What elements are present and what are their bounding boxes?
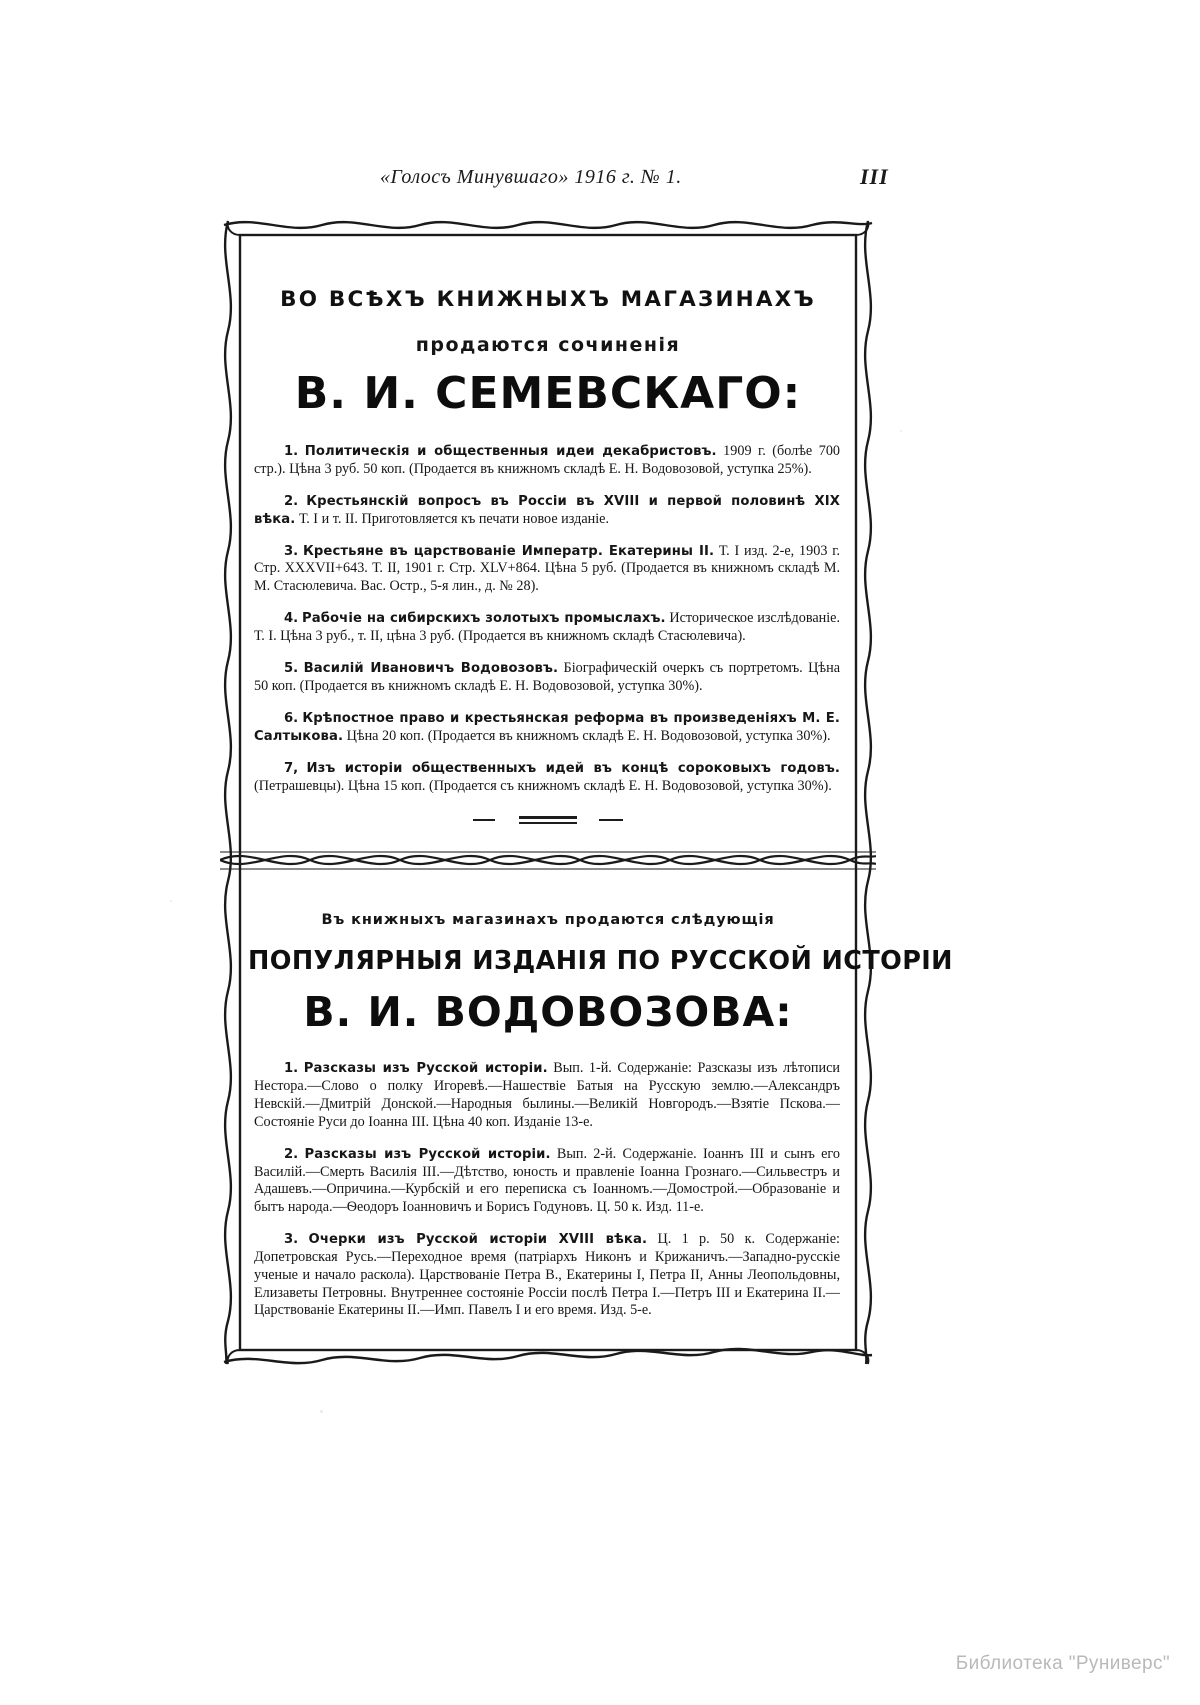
ad1-author: В. И. СЕМЕВСКАГО: [294, 368, 802, 419]
ad2-line2: ПОПУЛЯРНЫЯ ИЗДАНІЯ ПО РУССКОЙ ИСТОРІИ [248, 946, 953, 977]
item-number: 6. [284, 710, 299, 726]
list-item [254, 710, 840, 746]
list-item [254, 1231, 840, 1320]
paper-speck [900, 430, 902, 432]
item-number: 3. [284, 543, 299, 559]
item-number: 1. [284, 444, 299, 459]
item-detail: 1909 г. (болѣе 700 стр.). Цѣна 3 руб. 50 коп. (Продается въ книжномъ складѣ Е. Н. Водовозовой, уступка 25%). [254, 443, 841, 477]
ad1-line1: ВО ВСѢХЪ КНИЖНЫХЪ МАГАЗИНАХЪ [280, 287, 816, 312]
list-item [254, 1060, 840, 1131]
item-title: Крестьянскій вопросъ въ Россіи въ XVIII и первой половинѣ XIX вѣка. [254, 493, 841, 527]
item-title: Разсказы изъ Русской исторіи. [303, 1061, 548, 1077]
item-detail: Вып. 1-й. Содержаніе: Разсказы изъ лѣтописи Нестора.—Слово о полку Игоревѣ.—Нашествіе Батыя на Русскую землю.—Александръ Невскій.—Дмитрій Донской.—Народныя былины.—Великій Новгородъ.—Взятіе Пскова.—Состояніе Руси до Іоанна III. Цѣна 40 коп. Изданіе 13-е. [254, 1060, 840, 1130]
braided-divider [220, 843, 876, 877]
advertisement-vodovozov [248, 912, 953, 1320]
item-number: 2. [284, 493, 299, 509]
page-number: III [860, 164, 889, 189]
item-detail: Историческое изслѣдованіе. Т. I. Цѣна 3 руб., т. II, цѣна 3 руб. (Продается въ книжномъ складѣ Стасюлевича). [254, 610, 841, 645]
running-head [0, 166, 1200, 196]
item-number: 7, [284, 760, 299, 776]
ad2-author: В. И. ВОДОВОЗОВА: [303, 988, 793, 1037]
paper-speck [170, 900, 172, 902]
list-item [254, 610, 840, 646]
list-item [254, 443, 840, 479]
small-divider [473, 813, 623, 827]
item-number: 1. [284, 1061, 299, 1077]
list-item [254, 493, 840, 529]
item-detail: Біографическій очеркъ съ портретомъ. Цѣна 50 коп. (Продается въ книжномъ складѣ Е. Н. Водовозовой, уступка 30%). [254, 660, 840, 694]
list-item [254, 1146, 840, 1217]
item-title: Изъ исторіи общественныхъ идей въ концѣ сороковыхъ годовъ. [306, 760, 841, 776]
item-title: Политическія и общественныя идеи декабристовъ. [304, 444, 717, 459]
advertisement-frame [218, 215, 953, 1370]
list-item [254, 760, 840, 796]
item-title: Разсказы изъ Русской исторіи. [304, 1146, 551, 1162]
item-title: Очерки изъ Русской исторіи XVIII вѣка. [308, 1232, 648, 1248]
journal-title: «Голосъ Минувшаго» 1916 г. № 1. [380, 166, 682, 188]
item-number: 2. [284, 1146, 299, 1162]
library-watermark: Библиотека "Руниверс" [955, 1653, 1170, 1674]
item-number: 3. [284, 1232, 299, 1248]
list-item [254, 660, 840, 696]
ad1-item-list [248, 443, 848, 795]
item-detail: Ц. 1 р. 50 к. Содержаніе: Допетровская Русь.—Переходное время (патріархъ Никонъ и Крижаничъ.—Западно-русскіе ученые и начало раскола). Царствованіе Петра В., Екатерины I, Петра II, Анны Леопольдовны, Елизаветы Петровны. Внутреннее состояніе Россіи послѣ Петра I.—Петръ III и Екатерина II.—Царствованіе Екатерины II.—Имп. Павелъ I и его время. Изд. 5-е. [254, 1231, 840, 1319]
ad2-item-list [248, 1060, 848, 1320]
item-detail: Цѣна 20 коп. (Продается въ книжномъ складѣ Е. Н. Водовозовой, уступка 30%). [343, 727, 831, 744]
item-number: 5. [284, 661, 299, 677]
item-detail: (Петрашевцы). Цѣна 15 коп. (Продается съ книжномъ складѣ Е. Н. Водовозовой, уступка 30%). [254, 777, 832, 794]
list-item [254, 543, 840, 596]
ad1-line2: продаются сочиненія [415, 334, 681, 356]
item-detail: Т. I и т. II. Приготовляется къ печати новое изданіе. [295, 510, 610, 527]
ad2-line1: Въ книжныхъ магазинахъ продаются слѣдующія [321, 912, 775, 929]
advertisement-semevsky [248, 287, 848, 827]
item-title: Крѣпостное право и крестьянская реформа въ произведеніяхъ М. Е. Салтыкова. [254, 710, 841, 744]
item-number: 4. [284, 611, 299, 627]
item-title: Крестьяне въ царствованіе Императр. Екатерины II. [303, 543, 715, 559]
item-detail: Вып. 2-й. Содержаніе. Іоаннъ III и сынъ его Василій.—Смерть Василія III.—Дѣтство, юность и правленіе Іоанна Грознаго.—Сильвестръ и Адашевъ.—Опричина.—Курбскій и его переписка съ Іоанномъ.—Домострой.—Образованіе и бытъ народа.—Ѳеодоръ Іоанновичъ и Борисъ Годуновъ. Ц. 50 к. Изд. 11-е. [254, 1145, 840, 1216]
item-title: Василій Ивановичъ Водовозовъ. [303, 661, 559, 677]
item-detail: Т. I изд. 2-е, 1903 г. Стр. XXXVII+643. Т. II, 1901 г. Стр. XLV+864. Цѣна 5 руб. (Продается въ книжномъ складѣ М. М. Стасюлевича. Вас. Остр., 5-я лин., д. № 28). [254, 542, 841, 595]
paper-speck [320, 1410, 323, 1413]
item-title: Рабочіе на сибирскихъ золотыхъ промыслахъ. [301, 611, 666, 627]
